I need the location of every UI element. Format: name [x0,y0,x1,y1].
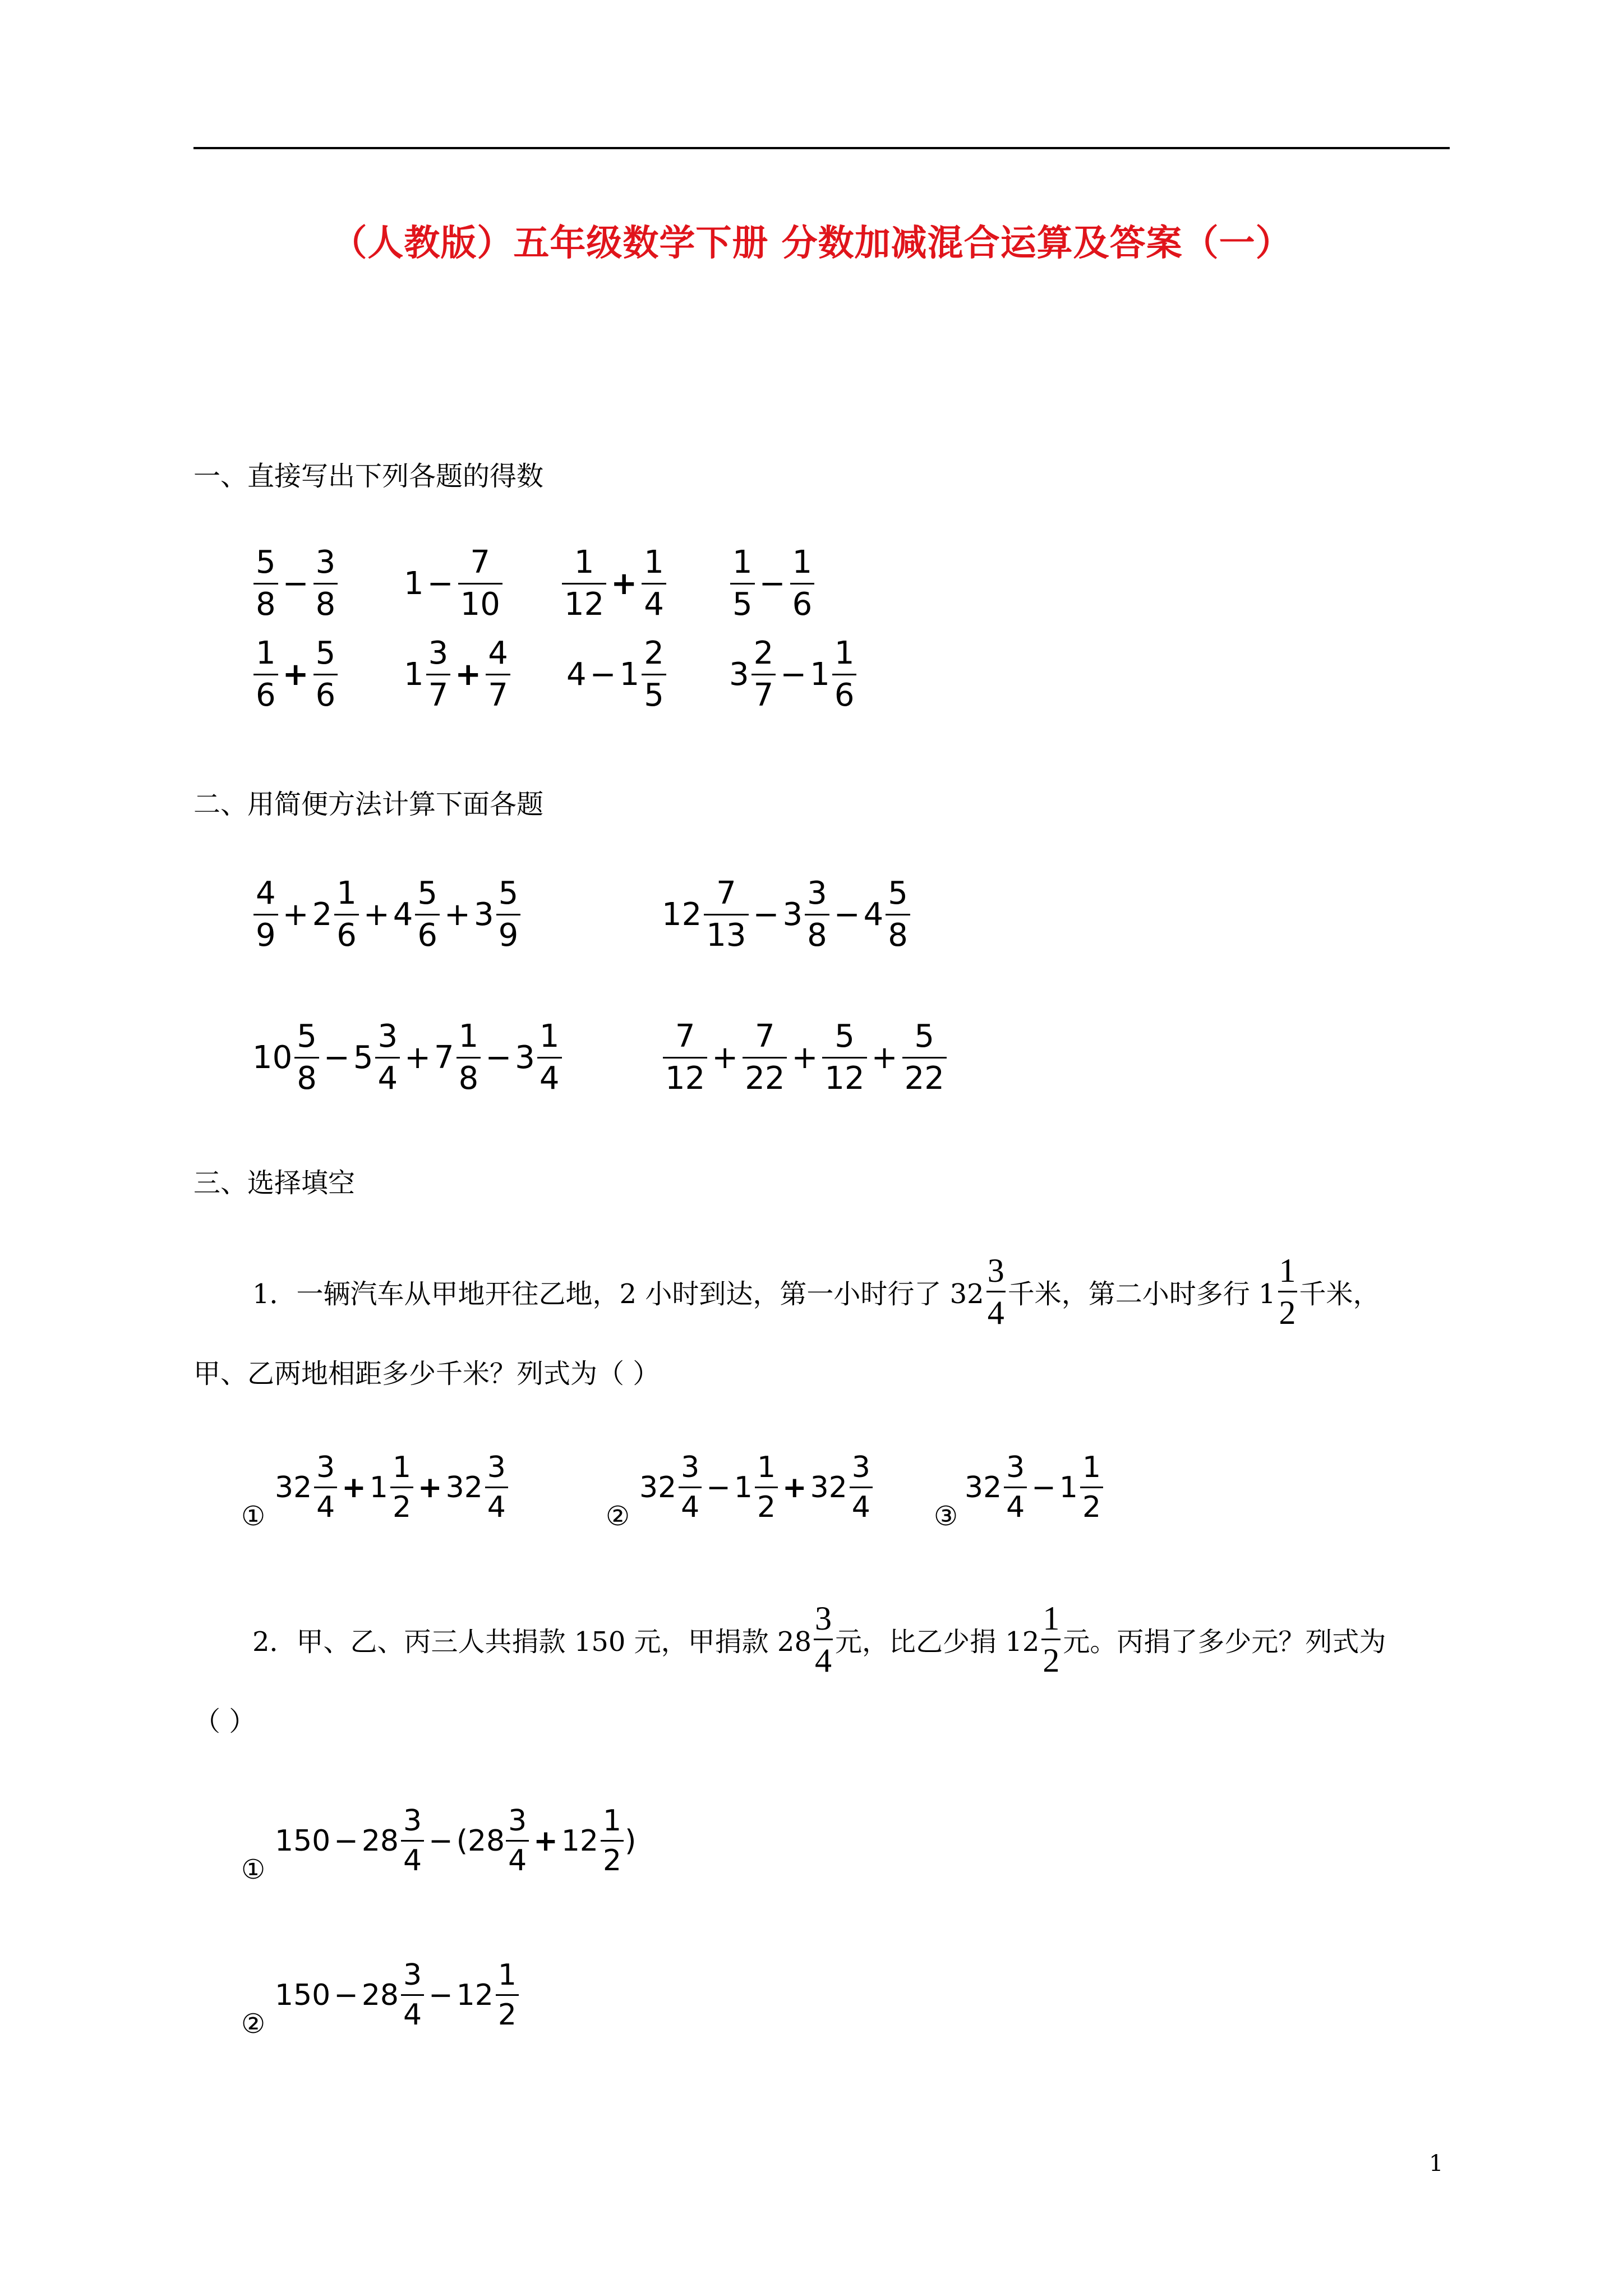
fraction-numerator: 1 [336,875,357,912]
fraction [390,1453,413,1522]
fraction-denominator: 4 [986,1291,1006,1329]
term: 1 [404,565,424,602]
fraction-numerator: 3 [1006,1451,1025,1484]
whole-part: 28 [361,1824,399,1858]
option-expr [965,1453,1104,1522]
fraction-denominator: 4 [506,1840,529,1875]
q1-expr [252,635,339,714]
fraction-numerator: 5 [417,875,438,912]
fraction [401,1958,424,2032]
operator: − [833,896,860,933]
operator: − [706,1470,731,1504]
mixed-number [370,1453,414,1522]
operator: − [427,565,454,602]
fraction-denominator: 5 [730,583,755,620]
mixed-number [275,1453,338,1522]
option-marker: ② [241,2008,266,2040]
fraction-numerator: 3 [987,1252,1004,1289]
fraction [743,1018,787,1097]
whole-part: 1 [404,656,424,693]
q2-expr [662,1018,948,1097]
fraction-numerator: 1 [497,1958,517,1992]
whole-part: 1 [369,1470,388,1504]
fraction-numerator: 7 [470,544,491,581]
mixed-number [1059,1453,1104,1522]
fraction-numerator: 1 [1043,1600,1060,1637]
fraction-numerator: 4 [488,635,508,671]
whole-part: 3 [782,896,803,933]
operator: − [759,565,786,602]
fraction-denominator: 4 [375,1057,400,1094]
fraction [832,635,857,714]
fraction [486,635,510,714]
whole-part: 12 [456,1978,494,2012]
fraction-numerator: 3 [315,544,336,581]
fraction-denominator: 2 [496,1994,519,2030]
problem-2-text-c: 元。丙捐了多少元？列式为 [1063,1626,1386,1658]
whole-part: 32 [445,1470,483,1504]
mixed-number [662,875,750,954]
whole-part: 1 [1059,1470,1078,1504]
header-rule [193,147,1450,149]
problem-1-line-2: 甲、乙两地相距多少千米？列式为（ ） [193,1358,660,1389]
fraction-numerator: 3 [403,1958,422,1992]
mixed-number [456,1958,520,2032]
problem-2-line-2: （ ） [193,1706,256,1737]
mixed-number [639,1453,703,1522]
fraction [790,544,815,623]
fraction [1080,1453,1103,1522]
fraction-numerator: 1 [256,635,276,671]
term: 150 [275,1978,331,2012]
option-marker: ① [241,1501,266,1532]
fraction-numerator: 1 [732,544,753,581]
whole-part: 32 [810,1470,847,1504]
operator: − [1031,1470,1056,1504]
fraction [886,875,910,954]
fraction [902,1018,947,1097]
mixed-number [353,1018,401,1097]
fraction-numerator: 4 [256,875,276,912]
fraction-denominator: 6 [790,583,815,620]
fraction [485,1453,508,1522]
fraction-numerator: 3 [851,1451,870,1484]
fraction-denominator: 6 [253,674,278,711]
operator: + [455,656,482,693]
q2-expr [252,1018,563,1097]
fraction [313,635,338,714]
fraction-numerator: 1 [539,1018,560,1055]
operator: + [282,656,309,693]
option-expr [275,1804,637,1878]
problem-2-text-a: 2．甲、乙、丙三人共捐款 150 元，甲捐款 28 [252,1626,812,1658]
fraction-numerator: 3 [508,1804,527,1838]
fraction [426,635,451,714]
whole-part: 32 [965,1470,1002,1504]
term: ) [625,1824,637,1858]
mixed-number [965,1453,1028,1522]
mixed-number [561,1804,625,1878]
problem-2-fraction-a [814,1602,833,1677]
whole-part: 1 [619,656,640,693]
fraction-numerator: 5 [888,875,908,912]
fraction [314,1453,337,1522]
mixed-number [782,875,830,954]
section-heading-3: 三、选择填空 [193,1167,356,1199]
fraction-numerator: 1 [1279,1252,1296,1289]
page-number: 1 [1429,2151,1444,2177]
mixed-number [810,635,857,714]
operator: − [485,1039,512,1076]
whole-part: 32 [275,1470,312,1504]
fraction [822,1018,866,1097]
fraction [313,544,338,623]
operator: − [334,1978,358,2012]
fraction-denominator: 6 [832,674,857,711]
whole-part: 3 [729,656,749,693]
fraction [457,1018,481,1097]
q1-expr [404,635,511,714]
problem-1-fraction-b [1278,1254,1297,1329]
fraction-denominator: 22 [902,1057,947,1094]
fraction [850,1453,873,1522]
fraction-numerator: 3 [807,875,827,912]
mixed-number [361,1958,425,2032]
problem-1-text-b: 千米，第二小时多行 1 [1007,1278,1276,1310]
fraction-denominator: 13 [704,914,748,951]
term: 4 [566,656,587,693]
mixed-number [734,1453,779,1522]
operator: + [418,1470,442,1504]
fraction-denominator: 4 [642,583,666,620]
whole-part: 32 [639,1470,677,1504]
fraction [401,1804,424,1878]
fraction [805,875,829,954]
fraction [253,875,278,954]
fraction-numerator: 3 [815,1600,832,1637]
section-heading-1: 一、直接写出下列各题的得数 [193,461,544,492]
fraction-numerator: 1 [1082,1451,1101,1484]
fraction [730,544,755,623]
fraction-numerator: 7 [675,1018,695,1055]
fraction-denominator: 22 [743,1057,787,1094]
operator: − [428,1978,453,2012]
operator: + [444,896,471,933]
whole-part: 10 [252,1039,293,1076]
operator: + [533,1824,558,1858]
fraction-numerator: 1 [757,1451,776,1484]
operator: + [611,565,638,602]
fraction [1004,1453,1027,1522]
q1-expr [729,635,857,714]
problem-2-line-1 [252,1602,1386,1677]
fraction-denominator: 6 [334,914,359,951]
fraction-numerator: 2 [644,635,664,671]
fraction-denominator: 12 [562,583,606,620]
fraction-numerator: 1 [644,544,664,581]
fraction-numerator: 1 [603,1804,622,1838]
fraction-denominator: 4 [814,1639,833,1677]
mixed-number [361,1804,425,1878]
mixed-number [473,875,522,954]
fraction [663,1018,707,1097]
fraction-numerator: 5 [914,1018,935,1055]
operator: − [780,656,807,693]
fraction-denominator: 5 [642,674,666,711]
whole-part: 5 [353,1039,374,1076]
fraction-denominator: 8 [805,914,829,951]
fraction-numerator: 7 [755,1018,775,1055]
fraction-numerator: 3 [403,1804,422,1838]
fraction-numerator: 3 [428,635,449,671]
option-marker: ② [606,1501,630,1532]
mixed-number [515,1018,562,1097]
q1-expr [252,544,339,623]
fraction-numerator: 1 [392,1451,412,1484]
operator: − [589,656,616,693]
fraction [751,635,776,714]
whole-part: 28 [361,1978,399,2012]
mixed-number [434,1018,482,1097]
whole-part: 1 [810,656,830,693]
fraction-denominator: 4 [1004,1487,1027,1522]
q1-expr [729,544,815,623]
fraction-numerator: 3 [377,1018,398,1055]
operator: + [282,896,309,933]
fraction [642,635,666,714]
fraction-denominator: 4 [850,1487,873,1522]
fraction [755,1453,778,1522]
fraction [334,875,359,954]
fraction [601,1804,624,1878]
operator: − [282,565,309,602]
problem-1-line-1 [252,1254,1380,1329]
term: 150 [275,1824,331,1858]
whole-part: 12 [561,1824,598,1858]
fraction-denominator: 4 [537,1057,562,1094]
fraction-denominator: 8 [253,583,278,620]
fraction-denominator: 7 [751,674,776,711]
fraction [562,544,606,623]
fraction-numerator: 5 [315,635,336,671]
operator: − [753,896,780,933]
operator: + [404,1039,431,1076]
fraction-denominator: 2 [1080,1487,1103,1522]
operator: + [363,896,390,933]
fraction-denominator: 9 [253,914,278,951]
mixed-number [252,1018,320,1097]
fraction-denominator: 6 [313,674,338,711]
fraction-denominator: 2 [755,1487,778,1522]
operator: + [871,1039,898,1076]
fraction-denominator: 8 [294,1057,319,1094]
fraction [704,875,748,954]
fraction-denominator: 12 [822,1057,866,1094]
section-heading-2: 二、用简便方法计算下面各题 [193,789,544,820]
fraction-denominator: 8 [313,583,338,620]
mixed-number [863,875,911,954]
fraction [253,544,278,623]
q1-expr [566,635,667,714]
term: (28 [456,1824,505,1858]
fraction [679,1453,702,1522]
whole-part: 4 [863,896,884,933]
problem-1-text-c: 千米， [1299,1278,1380,1310]
operator: + [712,1039,739,1076]
mixed-number [404,635,451,714]
fraction-denominator: 2 [601,1840,624,1875]
fraction-numerator: 5 [297,1018,317,1055]
option-expr [275,1958,520,2032]
problem-2-text-b: 元，比乙少捐 12 [835,1626,1040,1658]
option-marker: ③ [934,1501,958,1532]
whole-part: 3 [473,896,494,933]
fraction-numerator: 2 [753,635,774,671]
fraction-denominator: 12 [663,1057,707,1094]
fraction [506,1804,529,1878]
fraction-denominator: 4 [314,1487,337,1522]
fraction-denominator: 4 [485,1487,508,1522]
option-expr [275,1453,509,1522]
fraction-denominator: 4 [401,1840,424,1875]
fraction-denominator: 4 [679,1487,702,1522]
mixed-number [312,875,360,954]
fraction-numerator: 5 [498,875,519,912]
fraction-numerator: 1 [792,544,813,581]
fraction-numerator: 5 [256,544,276,581]
q2-expr [252,875,522,954]
fraction-numerator: 1 [574,544,594,581]
fraction-numerator: 7 [716,875,736,912]
q2-expr [662,875,911,954]
operator: − [428,1824,453,1858]
fraction-numerator: 1 [458,1018,479,1055]
whole-part: 3 [515,1039,535,1076]
operator: − [323,1039,350,1076]
option-expr [639,1453,874,1522]
fraction [415,875,440,954]
problem-2-fraction-b [1041,1602,1061,1677]
q1-expr [561,544,667,623]
fraction-denominator: 4 [401,1994,424,2030]
fraction-denominator: 8 [457,1057,481,1094]
fraction-numerator: 5 [834,1018,855,1055]
fraction-denominator: 2 [1278,1291,1297,1329]
operator: + [782,1470,807,1504]
problem-1-fraction-a [986,1254,1006,1329]
fraction-denominator: 6 [415,914,440,951]
problem-1-text-a: 1．一辆汽车从甲地开往乙地，2 小时到达，第一小时行了 32 [252,1278,984,1310]
fraction-denominator: 7 [486,674,510,711]
mixed-number [619,635,667,714]
q1-expr [404,544,504,623]
whole-part: 1 [734,1470,753,1504]
option-marker: ① [241,1854,266,1885]
fraction [537,1018,562,1097]
mixed-number [729,635,777,714]
mixed-number [810,1453,874,1522]
fraction-numerator: 3 [681,1451,700,1484]
mixed-number [393,875,441,954]
fraction-numerator: 1 [834,635,855,671]
fraction-denominator: 10 [458,583,502,620]
mixed-number [446,1453,509,1522]
fraction [496,875,521,954]
fraction-denominator: 9 [496,914,521,951]
fraction [375,1018,400,1097]
fraction [253,635,278,714]
fraction-denominator: 2 [1041,1639,1061,1677]
fraction [294,1018,319,1097]
fraction-denominator: 8 [886,914,910,951]
operator: + [791,1039,818,1076]
fraction-numerator: 3 [316,1451,335,1484]
page-title: （人教版）五年级数学下册 分数加减混合运算及答案（一） [331,222,1292,264]
operator: + [342,1470,366,1504]
whole-part: 7 [434,1039,454,1076]
fraction-denominator: 2 [390,1487,413,1522]
fraction-numerator: 3 [487,1451,506,1484]
fraction [496,1958,519,2032]
fraction [458,544,502,623]
whole-part: 4 [393,896,413,933]
fraction [642,544,666,623]
fraction-denominator: 7 [426,674,451,711]
whole-part: 12 [662,896,702,933]
operator: − [334,1824,358,1858]
whole-part: 2 [312,896,333,933]
